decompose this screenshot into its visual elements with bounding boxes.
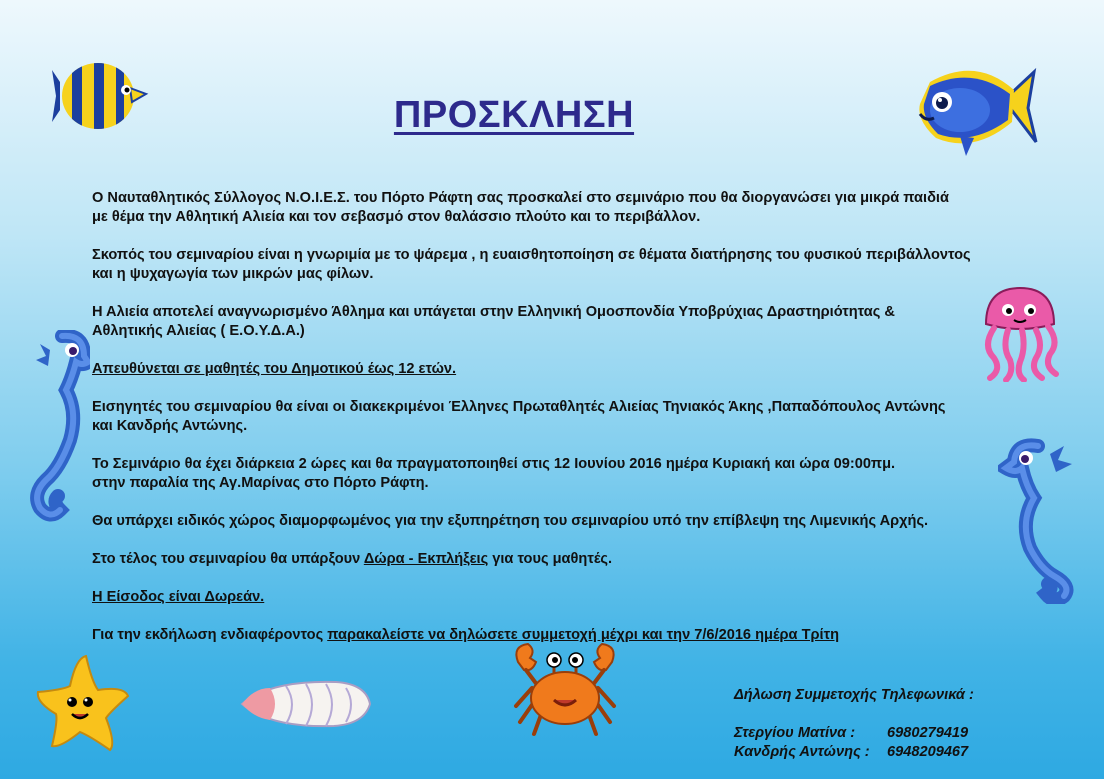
paragraph-registration: Για την εκδήλωση ενδιαφέροντος παρακαλείστε να δηλώσετε συμμετοχή μέχρι και την 7/6/2016 ημέρα Τρίτη — [92, 627, 840, 643]
paragraph-intro: Ο Ναυταθλητικός Σύλλογος Ν.Ο.Ι.Ε.Σ. του Πόρτο Ράφτη σας προσκαλεί στο σεμινάριο που θα διοργανώσει για μικρά παιδιά με θέμα την Αθλητική Αλιεία και τον σεβασμό στον θαλάσσιο πλούτο και το περιβάλλον. — [92, 190, 949, 225]
paragraph-audience: Απευθύνεται σε μαθητές του Δημοτικού έως 12 ετών. — [92, 361, 457, 377]
paragraph-gifts: Στο τέλος του σεμιναρίου θα υπάρξουν Δώρα - Εκπλήξεις για τους μαθητές. — [92, 551, 613, 567]
contact-phone: 6948209467 — [887, 744, 969, 760]
blue-tang-fish-icon — [916, 60, 1040, 160]
contact-row — [734, 724, 974, 743]
seahorse-icon — [26, 330, 90, 526]
paragraph-federation: Η Αλιεία αποτελεί αναγνωρισμένο Άθλημα και υπάγεται στην Ελληνική Ομοσπονδία Υποβρύχιας Δραστηριότητας & Αθλητικής Αλιείας ( Ε.Ο.Υ.Δ.Α.) — [92, 304, 895, 339]
contact-row — [734, 743, 974, 762]
seahorse-icon — [998, 436, 1084, 604]
contact-phone: 6980279419 — [887, 725, 969, 741]
paragraph-speakers: Εισηγητές του σεμιναρίου θα είναι οι διακεκριμένοι Έλληνες Πρωταθλητές Αλιείας Τηνιακός Άκης ,Παπαδόπουλος Αντώνης και Κανδρής Αντώνης. — [92, 399, 946, 434]
seashell-icon — [240, 674, 374, 734]
contact-heading: Δήλωση Συμμετοχής Τηλεφωνικά : — [734, 687, 974, 703]
contact-block — [734, 686, 974, 762]
paragraph-schedule: Το Σεμινάριο θα έχει διάρκεια 2 ώρες και θα πραγματοποιηθεί στις 12 Ιουνίου 2016 ημέρα Κυριακή και ώρα 09:00πμ. στην παραλία της Αγ.Μαρίνας στο Πόρτο Ράφτη. — [92, 456, 896, 491]
page-title: ΠΡΟΣΚΛΗΣΗ — [393, 94, 635, 136]
invitation-body — [92, 189, 1092, 664]
starfish-icon — [30, 652, 132, 756]
paragraph-venue: Θα υπάρχει ειδικός χώρος διαμορφωμένος για την εξυπηρέτηση του σεμιναρίου υπό την επίβλεψη της Λιμενικής Αρχής. — [92, 513, 929, 529]
paragraph-free-entry: Η Είσοδος είναι Δωρεάν. — [92, 589, 265, 605]
jellyfish-icon — [980, 284, 1062, 382]
paragraph-purpose: Σκοπός του σεμιναρίου είναι η γνωριμία με το ψάρεμα , η ευαισθητοποίηση σε θέματα διατήρησης του φυσικού περιβάλλοντος και η ψυχαγωγία των μικρών μας φίλων. — [92, 247, 971, 282]
crab-icon — [510, 640, 620, 744]
contact-name: Κανδρής Αντώνης : — [734, 744, 870, 760]
contact-name: Στεργίου Ματίνα : — [734, 725, 856, 741]
striped-fish-icon — [52, 56, 150, 136]
